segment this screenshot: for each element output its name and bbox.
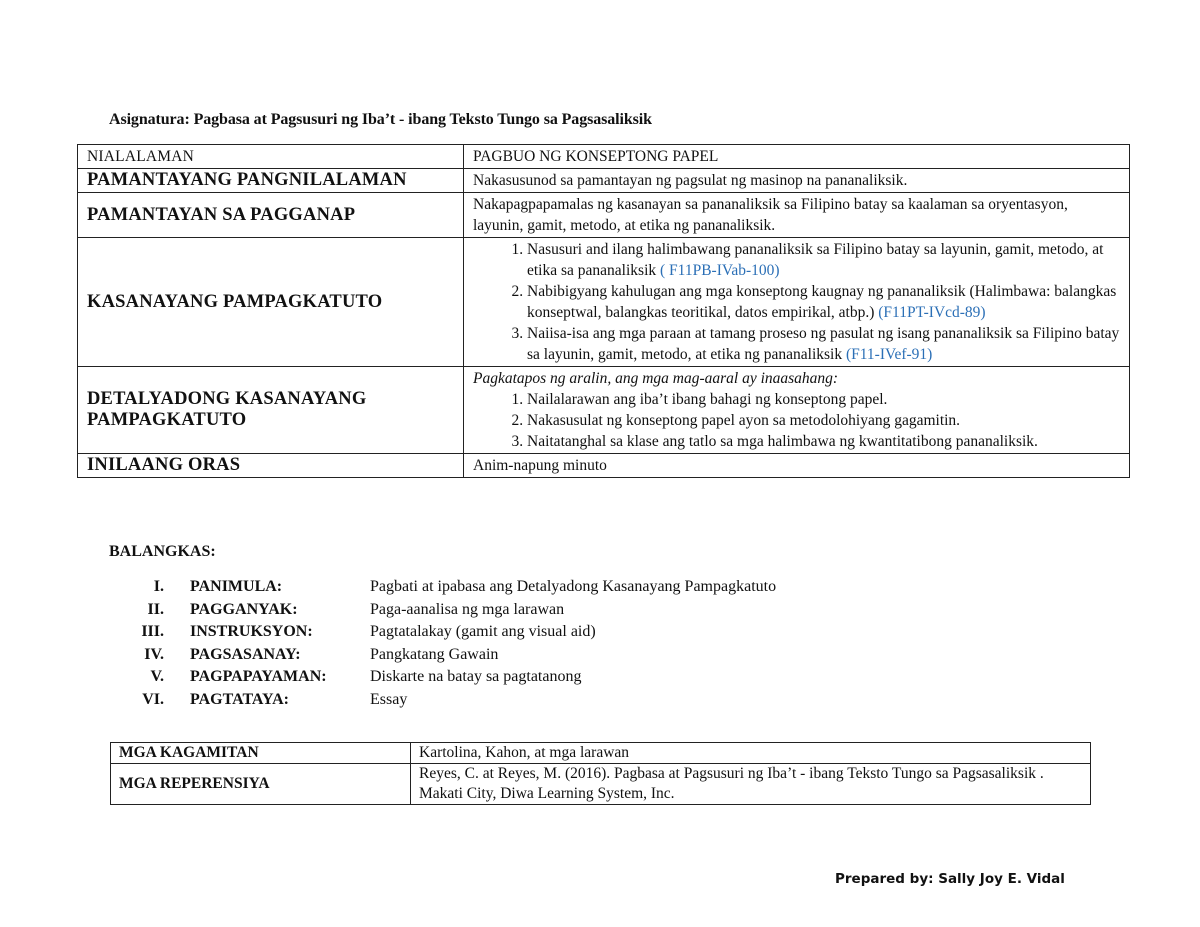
- list-item: [527, 239, 1121, 281]
- header-konseptong-papel: PAGBUO NG KONSEPTONG PAPEL: [464, 145, 1130, 169]
- table-row: [78, 169, 1130, 193]
- outline-item: [120, 666, 776, 689]
- outline-description: Pagtatalakay (gamit ang visual aid): [370, 623, 596, 640]
- outline-description: Paga-aanalisa ng mga larawan: [370, 600, 565, 618]
- prepared-by: Prepared by: Sally Joy E. Vidal: [835, 871, 1065, 887]
- lesson-table: [77, 144, 1130, 478]
- outline-item: [120, 599, 776, 622]
- value-mga-kagamitan: Kartolina, Kahon, at mga larawan: [411, 743, 1091, 764]
- value-inilaang-oras: Anim-napung minuto: [464, 454, 1130, 478]
- value-detalyadong-kasanayang-pampagkatuto: [464, 367, 1130, 454]
- outline-heading: PAGTATAYA:: [190, 690, 289, 708]
- value-pamantayang-pangnilalaman: Nakasusunod sa pamantayan ng pagsulat ng masinop na pananaliksik.: [464, 169, 1130, 193]
- list-item-text: Nabibigyang kahulugan ang mga konseptong kaugnay ng pananaliksik (Halimbawa: balangkas konseptwal, balangkas teoritikal, datos empirikal, atbp.): [527, 283, 1117, 321]
- outline-heading: INSTRUKSYON:: [190, 623, 313, 640]
- table-row: [111, 743, 1091, 764]
- outline-heading: PAGPAPAYAMAN:: [190, 668, 327, 685]
- table-row: [78, 367, 1130, 454]
- list-item: 2. Nakasusulat ng konseptong papel ayon sa metodolohiyang gagamitin.: [527, 410, 1121, 431]
- outline-item: [120, 689, 776, 712]
- value-kasanayang-pampagkatuto: [464, 238, 1130, 367]
- outline-item: [120, 644, 776, 667]
- outline-description: Pangkatang Gawain: [370, 645, 499, 663]
- label-pamantayan-sa-pagganap: PAMANTAYAN SA PAGGANAP: [78, 193, 464, 238]
- outline-heading: PAGGANYAK:: [190, 600, 298, 618]
- label-mga-kagamitan: MGA KAGAMITAN: [111, 743, 411, 764]
- label-pamantayang-pangnilalaman: PAMANTAYANG PANGNILALAMAN: [78, 169, 464, 193]
- header-nilalaman: NIALALAMAN: [78, 145, 464, 169]
- list-item-text: Nasusuri and ilang halimbawang pananaliksik sa Filipino batay sa layunin, gamit, metodo, at etika sa pananaliksik: [527, 241, 1104, 279]
- table-row: [78, 238, 1130, 367]
- outline-description: Essay: [370, 690, 408, 708]
- materials-table: [110, 742, 1091, 805]
- list-item-text: Naiisa-isa ang mga paraan at tamang proseso ng pasulat ng isang pananaliksik sa Filipino batay sa layunin, gamit, metodo, at etika ng pananaliksik: [527, 325, 1120, 363]
- list-item: 3. Naitatanghal sa klase ang tatlo sa mga halimbawa ng kwantitatibong pananaliksik.: [527, 431, 1121, 452]
- outline-number: VI.: [142, 690, 164, 708]
- table-row: [78, 193, 1130, 238]
- detalyado-intro: Pagkatapos ng aralin, ang mga mag-aaral ay inaasahang:: [473, 370, 839, 387]
- outline-description: Diskarte na batay sa pagtatanong: [370, 668, 582, 685]
- outline-number: III.: [141, 623, 164, 640]
- label-detalyadong-kasanayang-pampagkatuto: DETALYADONG KASANAYANG PAMPAGKATUTO: [78, 367, 464, 454]
- table-row: [111, 764, 1091, 805]
- outline-heading: PAGSASANAY:: [190, 645, 301, 663]
- outline-heading: PANIMULA:: [190, 578, 283, 595]
- kasanayang-list: [473, 239, 1121, 365]
- competency-code: (F11-IVef-91): [845, 346, 933, 363]
- outline-number: IV.: [144, 645, 164, 663]
- list-item: 1. Nailalarawan ang iba’t ibang bahagi ng konseptong papel.: [527, 389, 1121, 410]
- value-mga-reperensiya: Reyes, C. at Reyes, M. (2016). Pagbasa at Pagsusuri ng Iba’t - ibang Teksto Tungo sa Pagsasaliksik . Makati City, Diwa Learning System, Inc.: [411, 764, 1091, 805]
- competency-code: (F11PT-IVcd-89): [878, 304, 986, 321]
- label-mga-reperensiya: MGA REPERENSIYA: [111, 764, 411, 805]
- value-pamantayan-sa-pagganap: Nakapagpapamalas ng kasanayan sa pananaliksik sa Filipino batay sa kaalaman sa oryentasyon, layunin, gamit, metodo, at etika ng pananaliksik.: [464, 193, 1130, 238]
- outline-description: Pagbati at ipabasa ang Detalyadong Kasanayang Pampagkatuto: [370, 578, 777, 595]
- subject-line: Asignatura: Pagbasa at Pagsusuri ng Iba’t - ibang Teksto Tungo sa Pagsasaliksik: [109, 111, 652, 128]
- balangkas-title: BALANGKAS:: [109, 543, 216, 560]
- outline-number: II.: [147, 600, 164, 618]
- competency-code: ( F11PB-IVab-100): [660, 262, 780, 279]
- table-row: [78, 454, 1130, 478]
- list-item: [527, 281, 1121, 323]
- table-header-row: [78, 145, 1130, 169]
- outline-item: [120, 576, 776, 599]
- balangkas-outline: [120, 576, 776, 711]
- outline-number: V.: [150, 668, 164, 685]
- label-inilaang-oras: INILAANG ORAS: [78, 454, 464, 478]
- list-item: [527, 323, 1121, 365]
- outline-item: [120, 621, 776, 644]
- outline-number: I.: [153, 578, 164, 595]
- label-kasanayang-pampagkatuto: KASANAYANG PAMPAGKATUTO: [78, 238, 464, 367]
- detalyado-list: [473, 389, 1121, 452]
